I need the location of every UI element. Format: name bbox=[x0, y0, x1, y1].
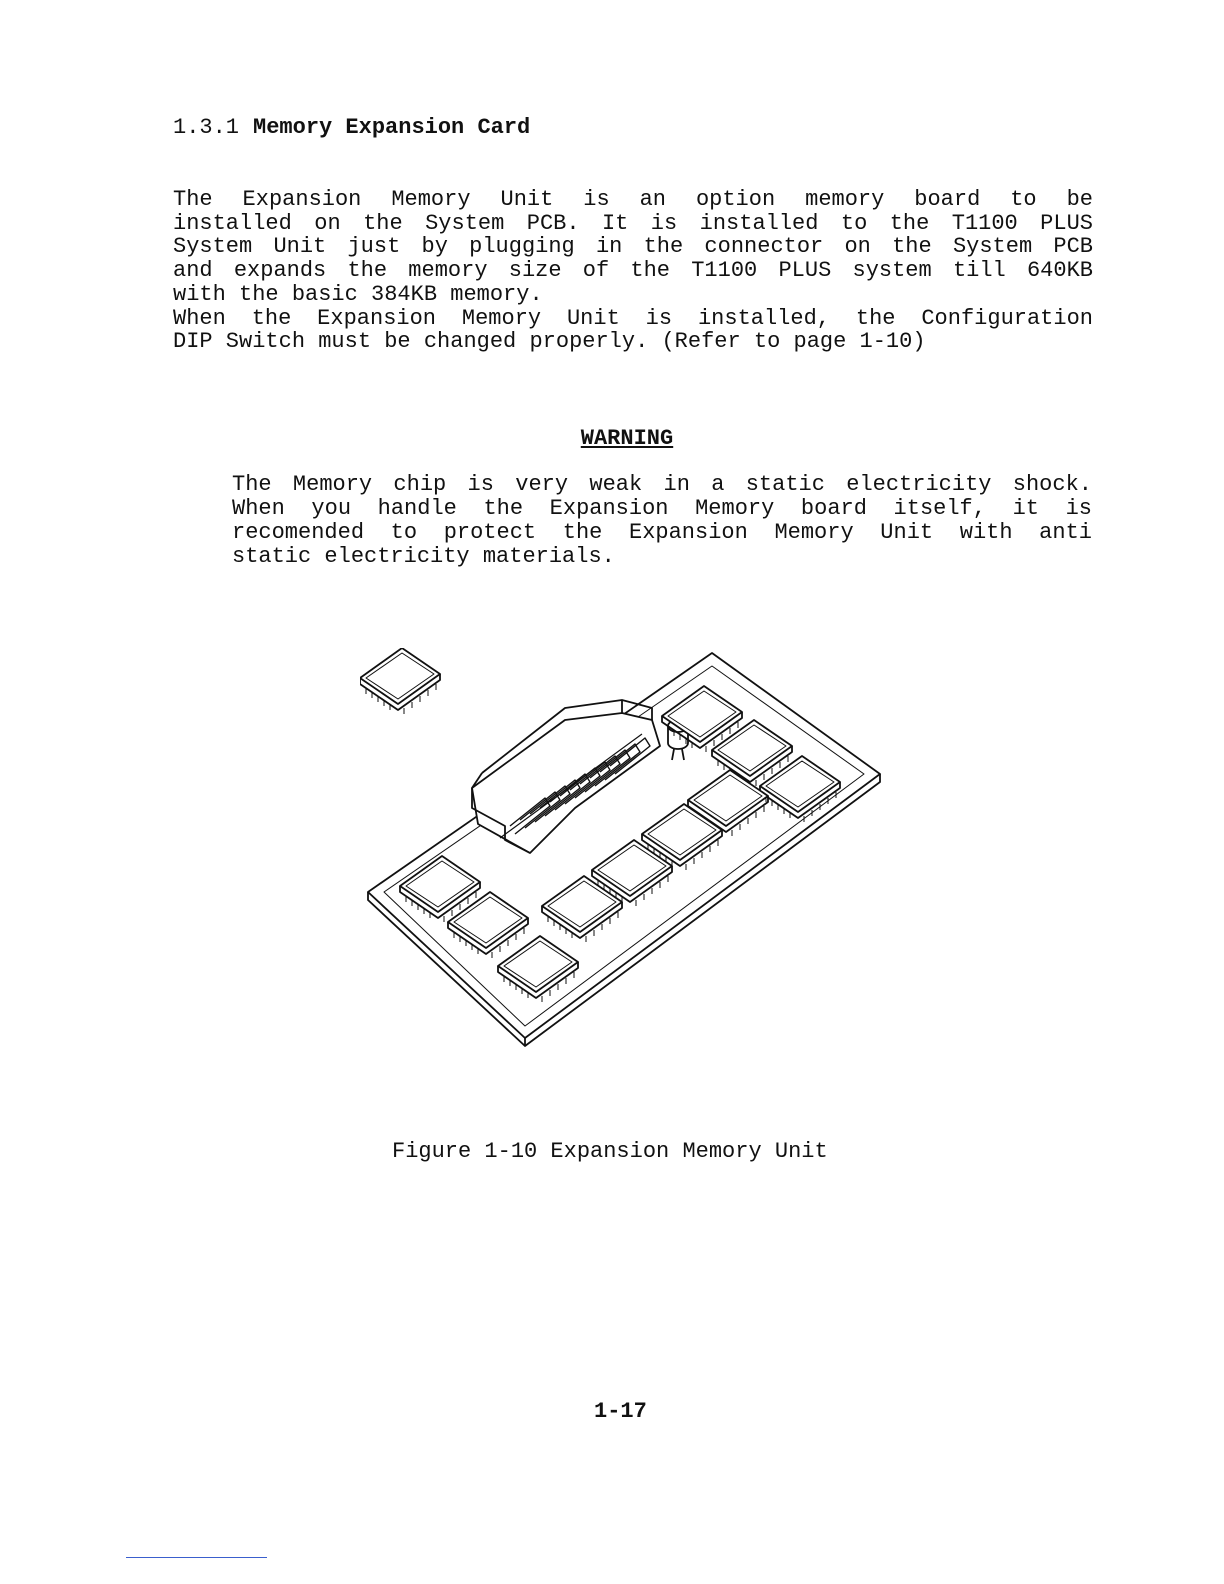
section-heading bbox=[173, 115, 530, 141]
warning-title: WARNING bbox=[580, 426, 674, 451]
warning-line: static electricity materials. bbox=[232, 544, 615, 569]
body-line: DIP Switch must be changed properly. (Refer to page 1-10) bbox=[173, 329, 926, 355]
memory-expansion-card-illustration bbox=[360, 648, 890, 1048]
figure-caption: Figure 1-10 Expansion Memory Unit bbox=[392, 1139, 828, 1164]
body-line: When the Expansion Memory Unit is installed, the Configuration bbox=[173, 305, 1093, 331]
memory-chip bbox=[360, 648, 440, 714]
body-line: with the basic 384KB memory. bbox=[173, 281, 543, 307]
page-number: 1-17 bbox=[594, 1399, 647, 1424]
section-number: 1.3.1 bbox=[173, 115, 240, 140]
body-line: System Unit just by plugging in the connector on the System PCB bbox=[173, 234, 1093, 260]
body-line: installed on the System PCB. It is installed to the T1100 PLUS bbox=[173, 210, 1093, 236]
warning-line: The Memory chip is very weak in a static electricity shock. bbox=[232, 472, 1092, 497]
warning-paragraph bbox=[232, 473, 1092, 569]
warning-line: When you handle the Expansion Memory board itself, it is bbox=[232, 496, 1092, 521]
body-paragraph bbox=[173, 188, 1093, 354]
body-line: The Expansion Memory Unit is an option memory board to be bbox=[173, 187, 1093, 212]
body-line: and expands the memory size of the T1100 PLUS system till 640KB bbox=[173, 258, 1093, 284]
circuit-board bbox=[368, 653, 880, 1038]
section-title: Memory Expansion Card bbox=[253, 115, 531, 140]
warning-line: recomended to protect the Expansion Memory Unit with anti bbox=[232, 520, 1092, 545]
footer-rule bbox=[126, 1557, 267, 1558]
